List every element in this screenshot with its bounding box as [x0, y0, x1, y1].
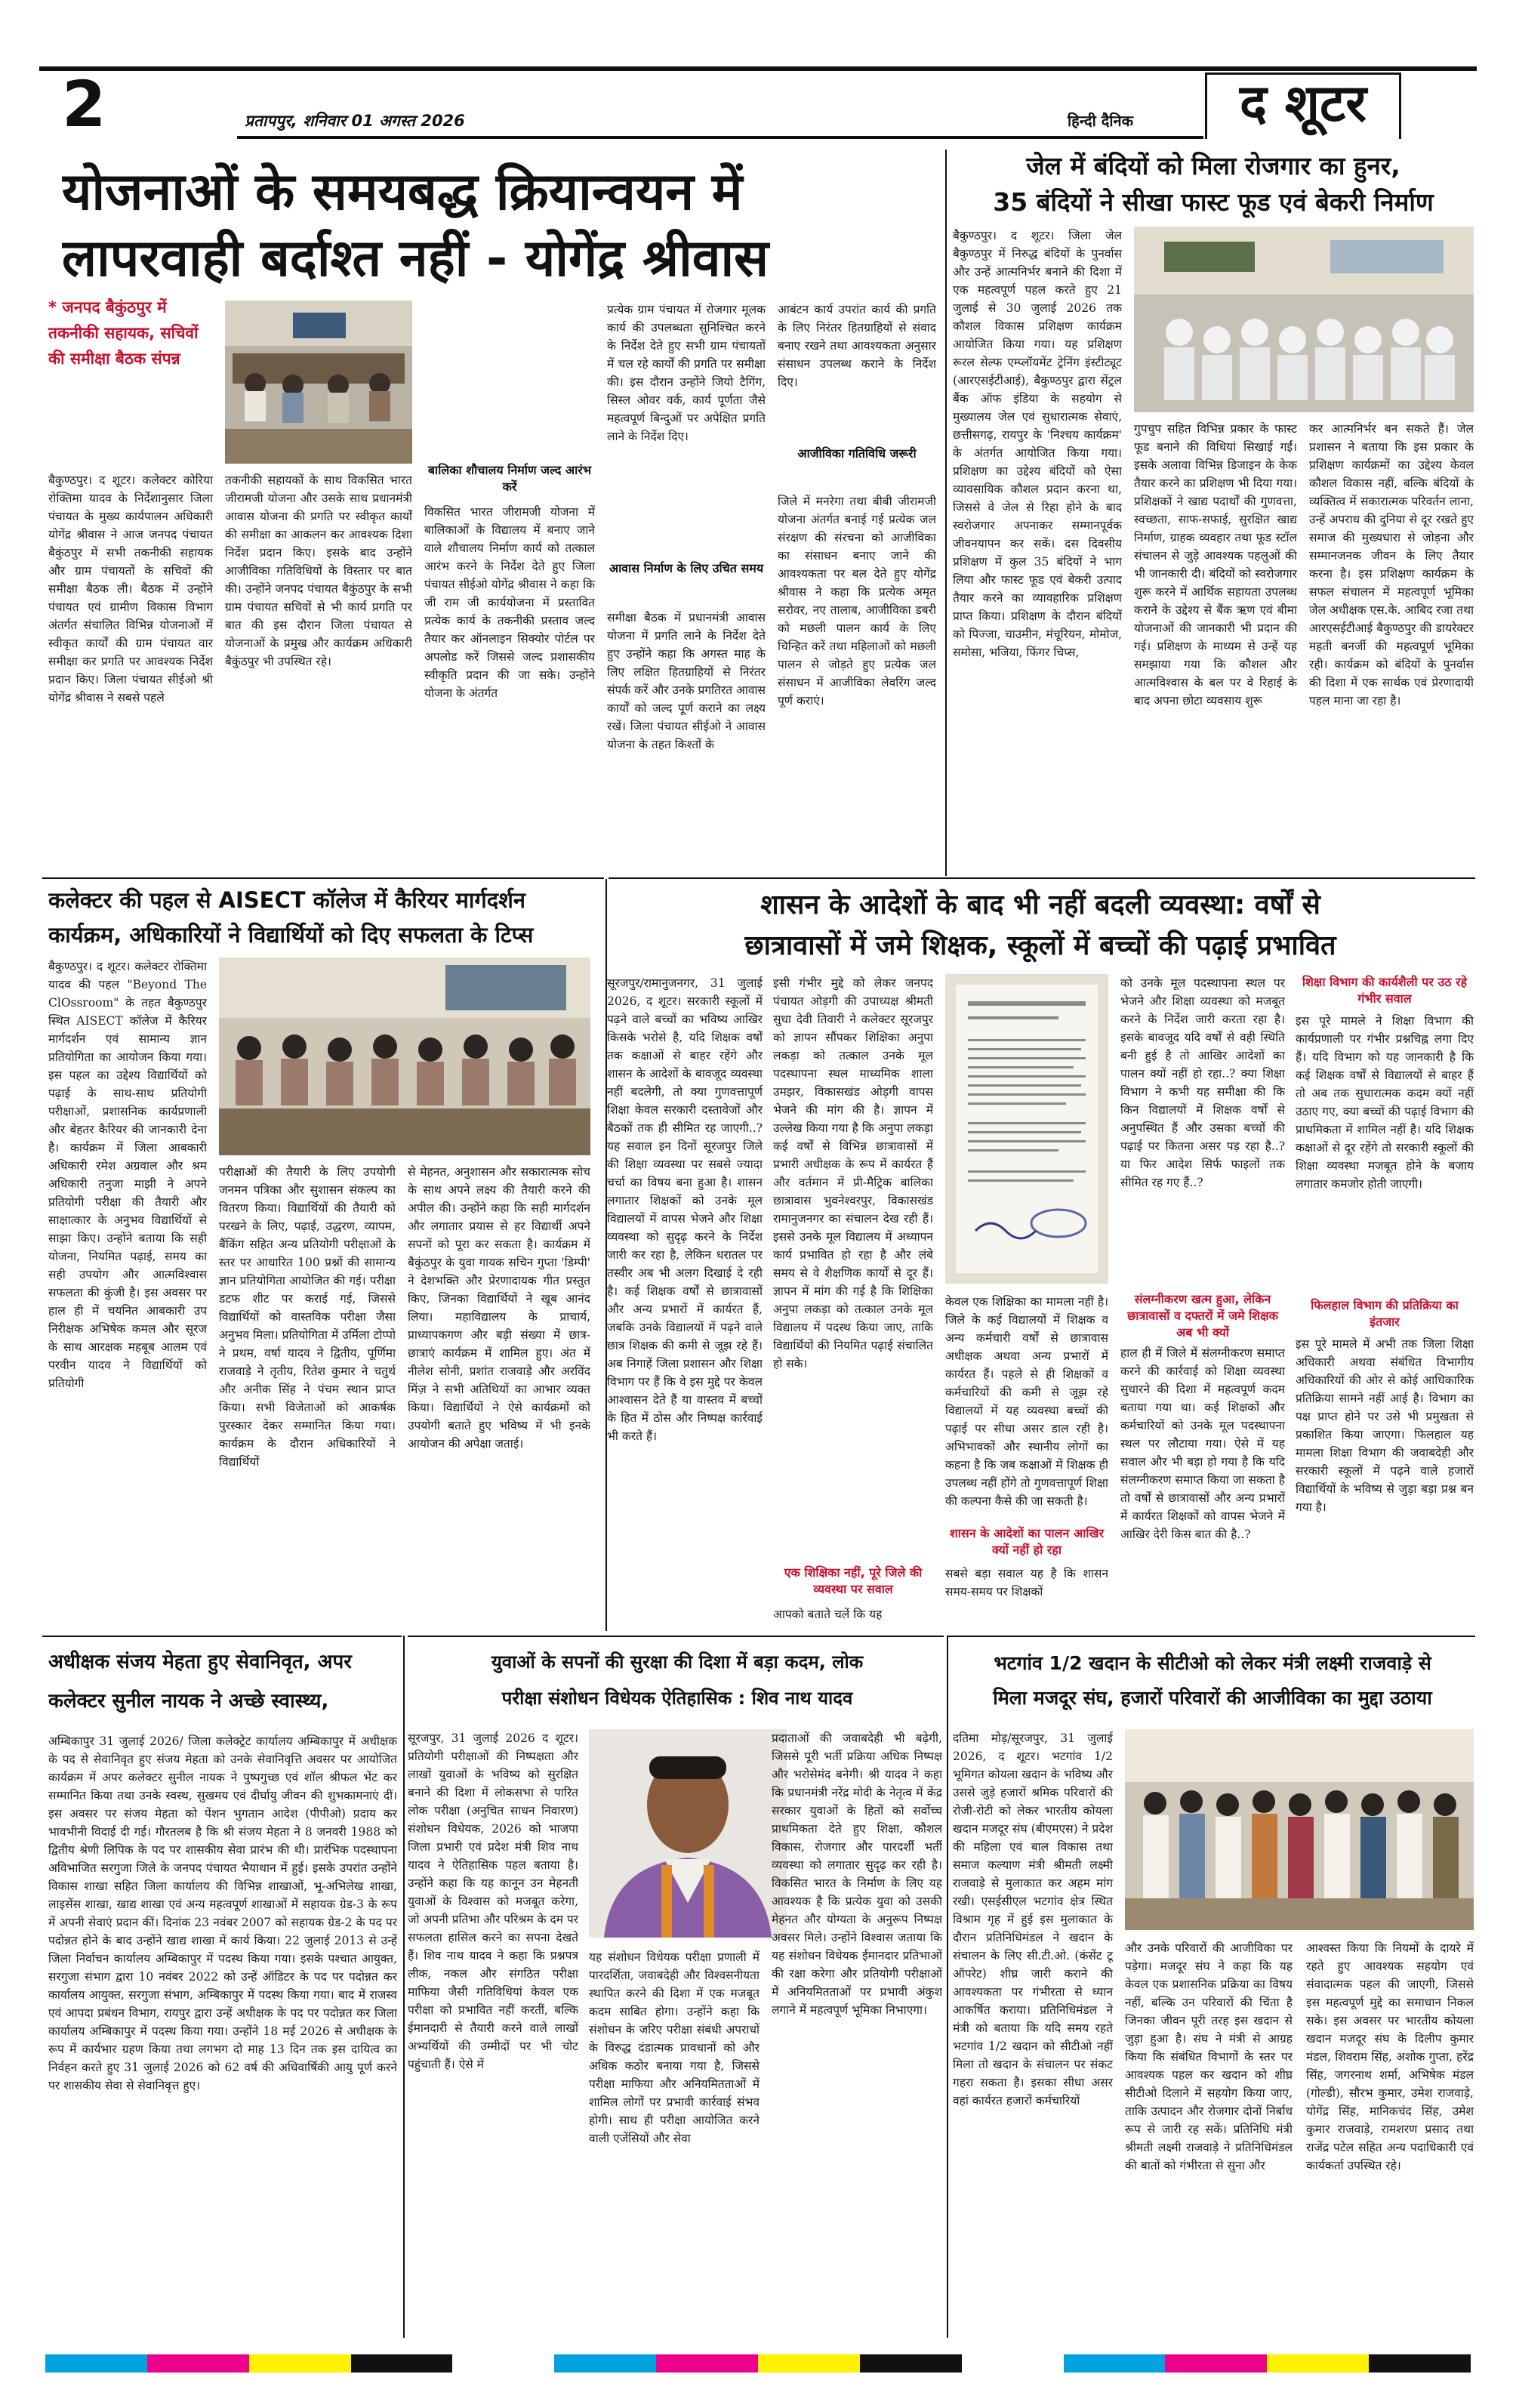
- mine-story-col-3: आश्वस्त किया कि नियमों के दायरे में रहते हुए आवश्यक सहयोग एवं संवादात्मक पहल की जाएगी, जिससे इस महत्वपूर्ण मुद्दे का समाधान निकल सके। इस अवसर पर भारतीय कोयला खदान मजदूर संघ के दिलीप कुमार मंडल, शिवराम सिंह, अशोक गुप्ता, हरेंद्र सिंह, जगरनाथ शर्मा, अभिषेक मंडल (गोल्डी), सौरभ कुमार, उमेश राजवाड़े, योगेंद्र सिंह, मानिकचंद सिंह, उमेश कुमार राजवाड़े, रामशरण प्रसाद तथा राजेंद्र पटेल सहित अन्य पदाधिकारी एवं कार्यकर्ता उपस्थित रहे।: [1306, 1941, 1474, 2172]
- masthead: [39, 66, 1477, 142]
- top-story-headline-2: लापरवाही बर्दाश्त नहीं - योगेंद्र श्रीवास: [62, 229, 769, 288]
- jail-story-col-3: कर आत्मनिर्भर बन सकते हैं। जेल प्रशासन ने बताया कि इस प्रकार के प्रशिक्षण कार्यक्रमों का उद्देश्य केवल कौशल विकास नहीं, बल्कि बंदियों के व्यक्तित्व में सकारात्मक परिवर्तन लाना, उन्हें अपराध की दुनिया से दूर रखते हुए समाज की मुख्यधारा से जोड़ना और सम्मानजनक जीवन के लिए तैयार करना है। इस प्रशिक्षण कार्यक्रम के सफल संचालन में महत्वपूर्ण भूमिका जेल अधीक्षक एस.के. आबिद रजा तथा आरएसईटीआई बैकुण्ठपुर की डायरेक्टर महती बनर्जी की महत्वपूर्ण भूमिका रही। कार्यक्रम को बंदियों के पुनर्वास की दिशा में एक सार्थक एवं प्रेरणादायी पहल माना जा रहा है।: [1309, 422, 1474, 708]
- retire-story-headline-1: अधीक्षक संजय मेहता हुए सेवानिवृत, अपर: [48, 1651, 352, 1673]
- hostel-story-col-4: को उनके मूल पदस्थापना स्थल पर भेजने और शिक्षा व्यवस्था को मजबूत करने के निर्देश जारी करता रहा है। इसके बावजूद यदि वर्षों से वही स्थिति बनी हुई है तो आखिर आदेशों का पालन क्यों नहीं हो रहा..? क्या शिक्षा विभाग ने कभी यह समीक्षा की कि किन विद्यालयों में शिक्षक वर्षों से अनुपस्थित हैं और उसका बच्चों की पढ़ाई पर कितना असर पड़ रहा है..? या फिर आदेश सिर्फ फाइलों तक सीमित रह गए हैं..?: [1120, 976, 1285, 1189]
- memorandum-photo: [945, 974, 1108, 1284]
- mine-meeting-photo: [1125, 1729, 1474, 1930]
- color-swatch: [147, 2354, 249, 2373]
- hostel-story-col-1: सूरजपुर/रामानुजनगर, 31 जुलाई 2026, द शूटर। सरकारी स्कूलों में पढ़ने वाले बच्चों का भविष्य आखिर किसके भरोसे है, यदि शिक्षक वर्षों तक कक्षाओं से बाहर रहेंगे और शासन के आदेशों के बावजूद व्यवस्था नहीं बदलेगी, तो क्या गुणवत्तापूर्ण शिक्षा केवल सरकारी दस्तावेजों और बैठकों तक ही सीमित रह जाएगी..? यह सवाल इन दिनों सूरजपुर जिले की शिक्षा व्यवस्था पर सबसे ज्यादा चर्चा का विषय बना हुआ है। शासन लगातार शिक्षकों को उनके मूल विद्यालयों में वापस भेजने और शिक्षा व्यवस्था को सुदृढ़ करने के निर्देश जारी कर रहा है, लेकिन धरातल पर तस्वीर अब भी अलग दिखाई दे रही है। कई शिक्षक वर्षों से छात्रावासों और अन्य प्रभारों में कार्यरत हैं, जबकि उनके विद्यालयों में पढ़ने वाले छात्र शिक्षक की कमी से जूझ रहे हैं। अब निगाहें जिला प्रशासन और शिक्षा विभाग पर हैं कि वे इस मुद्दे पर केवल आश्वासन देते हैं या वास्तव में बच्चों के हित में ठोस और निष्पक्ष कार्रवाई भी करते हैं।: [607, 976, 763, 1443]
- jail-story-headline-1: जेल में बंदियों को मिला रोजगार का हुनर,: [1026, 151, 1400, 180]
- print-color-bar: [45, 2354, 1471, 2373]
- aisect-story-col-2: परीक्षाओं की तैयारी के लिए उपयोगी जनमन पत्रिका और सुशासन संकल्प का वितरण किया। विद्यार्थियों की तैयारी को परखने के लिए, पढ़ाई, उद्धरण, व्यापम, बैंकिंग सहित अन्य प्रतियोगी परीक्षाओं के स्तर पर आधारित 100 प्रश्नों की सामान्य ज्ञान प्रतियोगिता आयोजित की गई। परीक्षा डटफ शीट पर कराई गई, जिससे विद्यार्थियों को वास्तविक परीक्षा जैसा अनुभव मिला। प्रतियोगिता में उर्मिला टोप्पो ने प्रथम, वर्षा यादव ने द्वितीय, पूर्णिमा राजवाड़े ने तृतीय, रितेश कुमार ने चतुर्थ और अनीक सिंह ने पंचम स्थान प्राप्त किया। सभी विजेताओं को आकर्षक पुरस्कार देकर सम्मानित किया गया। कार्यक्रम के दौरान अधिकारियों ने विद्यार्थियों: [219, 1165, 396, 1469]
- masthead-date: प्रतापपुर, शनिवार 01 अगस्त 2026: [245, 112, 465, 130]
- color-swatch: [860, 2354, 962, 2373]
- retire-story-headline-2: कलेक्टर सुनील नायक ने अच्छे स्वास्थ्य,: [48, 1690, 329, 1713]
- color-swatch: [554, 2354, 656, 2373]
- mine-story-headline-2: मिला मजदूर संघ, हजारों परिवारों की आजीविका का मुद्दा उठाया: [993, 1687, 1432, 1709]
- aisect-classroom-photo: [219, 957, 590, 1155]
- top-story-col-5b: जिले में मनरेगा तथा बीबी जीरामजी योजना अंतर्गत बनाई गई प्रत्येक जल संरक्षण की संरचना को आजीविका का संसाधन बनाए जाने की आवश्यकता पर बल देते हुए योगेंद्र श्रीवास ने कहा कि प्रत्येक अमृत सरोवर, नए तालाब, आजीविका डबरी को मछली पालन कार्य के लिए चिन्हित करें तथा महिलाओं को मछली पालन से जोड़ते हुए प्रत्येक जल संसाधन में आजीविका लेवरिंग जल्द पूर्ण कराएं।: [778, 495, 936, 708]
- hostel-story-sub-4: शिक्षा विभाग की कार्यशैली पर उठ रहे गंभीर सवाल: [1302, 975, 1468, 1006]
- mine-story-col-2: और उनके परिवारों की आजीविका पर पड़ेगा। मजदूर संघ ने कहा कि यह केवल एक प्रशासनिक प्रक्रिया का विषय नहीं, बल्कि उन परिवारों की चिंता है जिनका जीवन पूरी तरह इस खदान से जुड़ा हुआ है। संघ ने मंत्री से आग्रह किया कि संबंधित विभागों के स्तर पर आवश्यक पहल कर खदान को शीघ्र सीटीओ दिलाने में सहयोग किया जाए, ताकि उत्पादन और रोजगार दोनों निर्बाध रूप से जारी रह सकें। प्रतिनिधि मंत्री श्रीमती लक्ष्मी राजवाड़े ने प्रतिनिधिमंडल की बातों को गंभीरता से सुना और: [1125, 1941, 1293, 2172]
- jail-story-headline-2: 35 बंदियों ने सीखा फास्ट फूड एवं बेकरी निर्माण: [993, 187, 1434, 217]
- divider-vertical-bottom-2: [947, 1636, 948, 2338]
- youth-story-col-3: प्रदाताओं की जवाबदेही भी बढ़ेगी, जिससे पूरी भर्ती प्रक्रिया अधिक निष्पक्ष और भरोसेमंद बनेगी। श्री यादव ने कहा कि प्रधानमंत्री नरेंद्र मोदी के नेतृत्व में केंद्र सरकार युवाओं के हितों को सर्वोच्च प्राथमिकता देते हुए शिक्षा, कौशल विकास, रोजगार और पारदर्शी भर्ती व्यवस्था को लगातार सुदृढ़ कर रही है। विकसित भारत के निर्माण के लिए यह आवश्यक है कि प्रत्येक युवा को उसकी मेहनत और योग्यता के अनुरूप निष्पक्ष अवसर मिले। उन्होंने विश्वास जताया कि यह संशोधन विधेयक ईमानदार प्रतिभाओं की रक्षा करेगा और प्रतियोगी परीक्षाओं में अनियमितताओं पर प्रभावी अंकुश लगाने में महत्वपूर्ण भूमिका निभाएगा।: [772, 1731, 942, 2017]
- color-swatch: [1165, 2354, 1267, 2373]
- color-swatch: [45, 2354, 147, 2373]
- top-story-col-4: प्रत्येक ग्राम पंचायत में रोजगार मूलक कार्य की उपलब्धता सुनिश्चित करने के निर्देश देते हुए सभी ग्राम पंचायतों में चल रहे कार्यों की प्रगति पर समीक्षा की। इस दौरान उन्होंने जियो टैगिंग, सिस्ल ओवर वर्क, कार्य पूर्णता जैसे महत्वपूर्ण बिन्दुओं पर अपेक्षित प्रगति लाने के निर्देश दिए।: [607, 303, 766, 443]
- paper-name: द शूटर: [1239, 74, 1367, 134]
- divider-aisect: [42, 877, 604, 879]
- color-swatch: [1267, 2354, 1369, 2373]
- color-swatch: [758, 2354, 860, 2373]
- youth-story-col-1: सूरजपुर, 31 जुलाई 2026 द शूटर। प्रतियोगी परीक्षाओं की निष्पक्षता और लाखों युवाओं के भविष्य को सुरक्षित बनाने की दिशा में लोकसभा से पारित लोक परीक्षा (अनुचित साधन निवारण) संशोधन विधेयक, 2026 को भाजपा जिला प्रभारी एवं प्रदेश मंत्री शिव नाथ यादव ने ऐतिहासिक पहल बताया है। उन्होंने कहा कि यह कानून उन मेहनती युवाओं के विश्वास को मजबूत करेगा, जो अपनी प्रतिभा और परिश्रम के दम पर सफलता हासिल करने का सपना देखते हैं। शिव नाथ यादव ने कहा कि प्रश्नपत्र लीक, नकल और संगठित परीक्षा माफिया जैसी गतिविधियां केवल एक परीक्षा को प्रभावित नहीं करतीं, बल्कि ईमानदारी से तैयारी करने वाले लाखों अभ्यर्थियों की उम्मीदों पर भी चोट पहुंचाती हैं। ऐसे में: [408, 1731, 578, 2071]
- mine-story-col-1: दतिमा मोड़/सूरजपुर, 31 जुलाई 2026, द शूटर। भटगांव 1/2 भूमिगत कोयला खदान के भविष्य और उससे जुड़े हजारों श्रमिक परिवारों की रोजी-रोटी को लेकर भारतीय कोयला खदान मजदूर संघ (बीएमएस) ने प्रदेश की महिला एवं बाल विकास तथा समाज कल्याण मंत्री श्रीमती लक्ष्मी राजवाड़े से मुलाकात कर अहम मांग रखी। एसईसीएल भटगांव क्षेत्र स्थित विश्राम गृह में हुई इस मुलाकात के दौरान प्रतिनिधिमंडल ने खदान के संचालन के लिए सी.टी.ओ. (कंसेंट टू ऑपरेट) शीघ्र जारी कराने की आवश्यकता पर गंभीरता से ध्यान आकर्षित कराया। प्रतिनिधिमंडल ने मंत्री को बताया कि यदि समय रहते भटगांव 1/2 खदान को सीटीओ नहीं मिला तो खदान के संचालन पर संकट गहरा सकता है। इसका सीधा असर वहां कार्यरत हजारों कर्मचारियों: [953, 1731, 1113, 2107]
- hostel-story-col-4b: हाल ही में जिले में संलग्नीकरण समाप्त करने की कार्रवाई को शिक्षा व्यवस्था सुधारने की दिशा में महत्वपूर्ण कदम बताया गया था। कई शिक्षकों और कर्मचारियों को उनके मूल पदस्थापना स्थल पर लौटाया गया। ऐसे में यह सवाल और भी बड़ा हो गया है कि यदि संलग्नीकरण समाप्त किया जा सकता है तो वर्षों से छात्रावासों और अन्य प्रभारों में कार्यरत शिक्षकों को वापस भेजने में आखिर देरी किस बात की है..?: [1120, 1346, 1285, 1541]
- hostel-story-col-3b: सबसे बड़ा सवाल यह है कि शासन समय-समय पर शिक्षकों: [945, 1567, 1108, 1599]
- top-story-col-3: विकसित भारत जीरामजी योजना में बालिकाओं के विद्यालय में बनाए जाने वाले शौचालय निर्माण कार्य को तत्काल आरंभ करने के निर्देश देते हुए जिला पंचायत सीईओ योगेंद्र श्रीवास ने कहा कि जी राम जी कार्ययोजना में प्रस्तावित प्रत्येक कार्य के तकनीकी प्रस्ताव जल्द तैयार कर ऑनलाइन सिक्योर पोर्टल पर अपलोड करें जिससे जल्द प्रशासकीय स्वीकृति प्रदान की जा सके। उन्होंने योजना के अंतर्गत: [424, 505, 595, 700]
- jail-training-photo-image: [1134, 227, 1474, 412]
- divider-vertical-main: [945, 150, 947, 876]
- color-swatch: [249, 2354, 351, 2373]
- divider-retire: [42, 1636, 402, 1637]
- hostel-story-col-2b: आपको बताते चलें कि यह: [773, 1608, 883, 1621]
- color-swatch: [351, 2354, 453, 2373]
- divider-hostel: [609, 877, 1475, 879]
- hostel-story-sub-2: शासन के आदेशों का पालन आखिर क्यों नहीं हो रहा: [949, 1526, 1105, 1557]
- divider-vertical-lower: [605, 879, 607, 1631]
- hostel-story-col-2: इसी गंभीर मुद्दे को लेकर जनपद पंचायत ओड़गी की उपाध्यक्ष श्रीमती सुधा देवी तिवारी ने कलेक्टर सूरजपुर को ज्ञापन सौंपकर शिक्षिका अनुपा लकड़ा को तत्काल उनके मूल पदस्थापना स्थल माध्यमिक शाला उमझर, विकासखंड ओड़गी वापस भेजने की मांग की है। ज्ञापन में उल्लेख किया गया है कि अनुपा लकड़ा कई वर्षों से विभिन्न छात्रावासों में प्रभारी अधीक्षक के रूप में कार्यरत हैं और वर्तमान में प्री-मैट्रिक बालिका छात्रावास भुवनेश्वरपुर, विकासखंड रामानुजनगर का संचालन देख रही हैं। इससे उनके मूल विद्यालय में अध्यापन कार्य प्रभावित हो रहा है और लंबे समय से वे शैक्षणिक कार्यों से दूर हैं। ज्ञापन में मांग की गई है कि शिक्षिका अनुपा लकड़ा को तत्काल उनके मूल विद्यालय में पदस्थ किया जाए, ताकि विद्यार्थियों की नियमित पढ़ाई संचालित हो सके।: [773, 976, 933, 1370]
- hostel-story-col-5: इस पूरे मामले ने शिक्षा विभाग की कार्यप्रणाली पर गंभीर प्रश्नचिह्न लगा दिए हैं। यदि विभाग को यह जानकारी है कि कई शिक्षक वर्षों से विद्यालयों से बाहर हैं तो अब तक सुधारात्मक कदम क्यों नहीं उठाए गए, क्या बच्चों की पढ़ाई विभाग की प्राथमिकता में शामिल नहीं है। यदि शिक्षक कक्षाओं से दूर रहेंगे तो सरकारी स्कूलों की शिक्षा व्यवस्था मजबूत होने के बजाय लगातार कमजोर होती जाएगी।: [1296, 1014, 1474, 1191]
- color-swatch: [1064, 2354, 1166, 2373]
- meeting-photo-image: [225, 301, 412, 464]
- hostel-story-sub-3: संलग्नीकरण खत्म हुआ, लेकिन छात्रावासों व दफ्तरों में जमे शिक्षक अब भी क्यों: [1127, 1292, 1278, 1340]
- color-swatch: [962, 2354, 1064, 2373]
- mine-story-headline-1: भटगांव 1/2 खदान के सीटीओ को लेकर मंत्री लक्ष्मी राजवाड़े से: [994, 1652, 1431, 1674]
- color-swatch: [452, 2354, 554, 2373]
- top-story-col-2: तकनीकी सहायकों के साथ विकसित भारत जीरामजी योजना और उसके साथ प्रधानमंत्री आवास योजना की प्रगति पर स्वीकृत कार्यों की समीक्षा का आकलन कर आवश्यक दिशा निर्देश प्रदान किए। इसके बाद उन्होंने आजीविका गतिविधियों के विस्तार पर बात की। उन्होंने जनपद पंचायत बैकुंठपुर के सभी ग्राम पंचायत सचिवों से भी कार्य प्रगति पर बात की इस दौरान जिला पंचायत से योजनाओं के प्रमुख और कार्यक्रम अधिकारी बैकुंठपुर भी उपस्थित रहे।: [225, 473, 412, 668]
- hostel-story-sub-1: एक शिक्षिका नहीं, पूरे जिले की व्यवस्था पर सवाल: [784, 1565, 923, 1596]
- jail-story-col-1: बैकुण्ठपुर। द शूटर। जिला जेल बैकुण्ठपुर में निरुद्ध बंदियों के पुनर्वास और उन्हें आत्मनिर्भर बनाने की दिशा में एक महत्वपूर्ण पहल करते हुए 21 जुलाई से 30 जुलाई 2026 तक कौशल विकास प्रशिक्षण कार्यक्रम आयोजित किया गया। यह प्रशिक्षण रूरल सेल्फ एम्प्लॉयमेंट ट्रेनिंग इंस्टीट्यूट (आरएसईटीआई), बैकुण्ठपुर द्वारा सेंट्रल बैंक ऑफ इंडिया के सहयोग से मुख्यालय जेल एवं सुधारात्मक सेवाएं, छत्तीसगढ़, रायपुर के 'निश्चय कार्यक्रम' के अंतर्गत आयोजित किया गया। प्रशिक्षण का उद्देश्य बंदियों को ऐसा व्यावसायिक कौशल प्रदान करना था, जिससे वे जेल से रिहा होने के बाद स्वरोजगार अपनाकर सम्मानपूर्वक जीवनयापन कर सकें। दस दिवसीय प्रशिक्षण में कुल 35 बंदियों ने भाग लिया और फास्ट फूड एवं बेकरी उत्पाद तैयार करने का व्यावहारिक प्रशिक्षण प्राप्त किया। प्रशिक्षण के दौरान बंदियों को पिज्जा, चाउमीन, मंचूरियन, मोमोज, समोसा, भजिया, फिंगर चिप्स,: [953, 229, 1122, 659]
- shivnath-yadav-photo: [589, 1729, 787, 1938]
- aisect-classroom-photo-image: [219, 957, 590, 1155]
- youth-story-headline-1: युवाओं के सपनों की सुरक्षा की दिशा में बड़ा कदम, लोक: [491, 1651, 864, 1673]
- top-story-sub-3: आजीविका गतिविधि जरूरी: [797, 446, 917, 461]
- aisect-story-col-1: बैकुण्ठपुर। द शूटर। कलेक्टर रोक्तिमा यादव की पहल "Beyond The ClOssroom" के तहत बैकुण्ठपुर स्थित AISECT कॉलेज में कैरियर मार्गदर्शन एवं सामान्य ज्ञान प्रतियोगिता का आयोजन किया गया। इस पहल का उद्देश्य विद्यार्थियों को पढ़ाई के साथ-साथ प्रतियोगी परीक्षाओं, प्रशासनिक कार्यप्रणाली और बेहतर कैरियर की जानकारी देना है। कार्यक्रम में जिला आबकारी अधिकारी रमेश अग्रवाल और श्रम अधिकारी तनुजा माझी ने अपने प्रतियोगी परीक्षा की तैयारी और साक्षात्कार के अनुभव विद्यार्थियों से साझा किए। उन्होंने बताया कि सही योजना, नियमित पढ़ाई, समय का सही उपयोग और आत्मविश्वास सफलता की कुंजी है। इस अवसर पर हाल ही में चयनित आबकारी उप निरीक्षक अभिषेक कमल और सूरज के साथ आरक्षक महबूब आलम एवं परवीन यादव ने विद्यार्थियों को प्रतियोगी: [48, 960, 207, 1390]
- top-story-deck: * जनपद बैकुंठपुर में तकनीकी सहायक, सचिवों की समीक्षा बैठक संपन्न: [48, 298, 199, 368]
- memorandum-image: [945, 974, 1108, 1284]
- meeting-photo: [225, 301, 412, 464]
- aisect-story-headline-1: कलेक्टर की पहल से AISECT कॉलेज में कैरियर मार्गदर्शन: [48, 887, 525, 913]
- hostel-story-sub-5: फिलहाल विभाग की प्रतिक्रिया का इंतजार: [1311, 1298, 1459, 1329]
- hostel-story-headline-2: छात्रावासों में जमे शिक्षक, स्कूलों में बच्चों की पढ़ाई प्रभावित: [744, 930, 1336, 961]
- jail-story-col-2: गुपचुप सहित विभिन्न प्रकार के फास्ट फूड बनाने की विधियां सिखाई गईं। इसके अलावा विभिन्न डिजाइन के केक तैयार करने का प्रशिक्षण भी दिया गया। प्रशिक्षकों ने खाद्य पदार्थों की गुणवत्ता, स्वच्छता, साफ-सफाई, सुरक्षित खाद्य निर्माण, ग्राहक व्यवहार तथा फूड स्टॉल संचालन से जुड़े आवश्यक पहलुओं की भी जानकारी दी। बंदियों को स्वरोजगार शुरू करने में आर्थिक सहायता उपलब्ध कराने के उद्देश्य से बैंक ऋण एवं बीमा योजनाओं की जानकारी भी प्रदान की गई। प्रशिक्षण के माध्यम से उन्हें यह समझाया गया कि कौशल और आत्मविश्वास के बल पर वे रिहाई के बाद अपना छोटा व्यवसाय शुरू: [1134, 422, 1297, 708]
- top-story-sub-2: आवास निर्माण के लिए उचित समय: [609, 561, 764, 575]
- hostel-story-col-3: केवल एक शिक्षिका का मामला नहीं है। जिले के कई विद्यालयों में शिक्षक व अन्य कर्मचारी वर्षों से छात्रावास अधीक्षक अथवा अन्य प्रभारों में कार्यरत हैं। पहले से ही शिक्षकों व कर्मचारियों की कमी से जूझ रहे विद्यालयों में यह व्यवस्था बच्चों की पढ़ाई पर सीधा असर डाल रही है। अभिभावकों और स्थानीय लोगों का कहना है कि जब कक्षाओं में शिक्षक ही उपलब्ध नहीं होंगे तो गुणवत्तापूर्ण शिक्षा की कल्पना कैसे की जा सकती है।: [945, 1295, 1108, 1508]
- aisect-story-col-3: से मेहनत, अनुशासन और सकारात्मक सोच के साथ अपने लक्ष्य की तैयारी करने की अपील की। उन्होंने कहा कि सही मार्गदर्शन और लगातार प्रयास से हर विद्यार्थी अपने सपनों को पूरा कर सकता है। कार्यक्रम में बैकुंठपुर के युवा गायक सचिन गुप्ता 'डिम्पी' ने देशभक्ति और प्रेरणादायक गीत प्रस्तुत किए, जिनका विद्यार्थियों ने खूब आनंद लिया। महाविद्यालय के प्राचार्य, प्राध्यापकगण और बड़ी संख्या में छात्र-छात्राएं कार्यक्रम में शामिल हुए। अंत में नीलेश सोनी, प्रशांत राजवाड़े और अरविंद मिंज़ ने सभी अतिथियों का आभार व्यक्त किया। विद्यार्थियों ने ऐसे कार्यक्रमों को उपयोगी बताते हुए भविष्य में भी इनके आयोजन की अपेक्षा जताई।: [408, 1165, 590, 1451]
- retire-story-body: अम्बिकापुर 31 जुलाई 2026/ जिला कलेक्ट्रेट कार्यालय अम्बिकापुर में अधीक्षक के पद से सेवानिवृत हुए संजय मेहता को उनके सेवानिवृत्ति अवसर पर आयोजित कार्यक्रम में अपर कलेक्टर सुनील नायक ने पुष्पगुच्छ एवं शॉल श्रीफल भेंट कर सम्मानित किया तथा उनके स्वस्थ, सुखमय एवं दीर्घायु जीवन की शुभकामनाएं दीं। इस अवसर पर संजय मेहता को पेंशन भुगतान आदेश (पीपीओ) प्रदाय कर भावभीनी विदाई दी गई। गौरतलब है कि श्री संजय मेहता ने 8 जनवरी 1988 को द्वितीय श्रेणी लिपिक के पद पर शासकीय सेवा प्रारंभ की थी। प्रारंभिक पदस्थापना अविभाजित सरगुजा जिले के जनपद पंचायत भैयाथान में हुई। इसके उपरांत उन्होंने विकास शाखा सहित जिला कार्यालय की विभिन्न शाखाओं, भू-अभिलेख शाखा, लाइसेंस शाखा, खाद्य शाखा एवं अन्य महत्वपूर्ण शाखाओं में सहायक ग्रेड-3 के रूप में अपनी सेवाएं प्रदान कीं। दिनांक 23 नवंबर 2007 को सहायक ग्रेड-2 के पद पर पदोन्नत होने के बाद उन्होंने खाद्य शाखा में कार्य किया। 22 जुलाई 2013 से उन्हें जिला निर्वाचन कार्यालय अम्बिकापुर में पदस्थ किया गया। इसके पश्चात आयुक्त, सरगुजा संभाग द्वारा 10 नवंबर 2022 को उन्हें ऑडिटर के पद पर पदोन्नत कर कार्यालय आयुक्त, सरगुजा संभाग, अम्बिकापुर में पदस्थ किया गया। बाद में राजस्व एवं आपदा प्रबंधन विभाग, रायपुर द्वारा उन्हें अधीक्षक के पद पर पदोन्नत कर जिला कार्यालय अम्बिकापुर में पदस्थ किया गया। उन्होंने 18 मई 2026 से अधीक्षक के रूप में कार्यभार ग्रहण किया तथा लगभग दो माह 13 दिन तक इस दायित्व का निर्वहन करते हुए 31 जुलाई 2026 को 62 वर्ष की अधिवार्षिकी आयु पूर्ण करने पर शासकीय सेवा से सेवानिवृत्त हुए।: [48, 1734, 397, 2092]
- divider-youth: [408, 1636, 944, 1637]
- youth-story-headline-2: परीक्षा संशोधन विधेयक ऐतिहासिक : शिव नाथ यादव: [501, 1688, 853, 1709]
- color-swatch: [1369, 2354, 1471, 2373]
- top-story-sub-1: बालिका शौचालय निर्माण जल्द आरंभ करें: [427, 463, 592, 494]
- divider-mine: [948, 1636, 1475, 1637]
- masthead-bottom-rule: [237, 136, 1203, 139]
- youth-story-col-2: यह संशोधन विधेयक परीक्षा प्रणाली में पारदर्शिता, जवाबदेही और विश्वसनीयता स्थापित करने की दिशा में एक मजबूत कदम साबित होगा। उन्होंने कहा कि संशोधन के जरिए परीक्षा संबंधी अपराधों के विरुद्ध दंडात्मक प्रावधानों को और अधिक कठोर बनाया गया है, जिससे परीक्षा माफिया और अनियमितताओं में शामिल लोगों पर प्रभावी कार्रवाई संभव होगी। साथ ही परीक्षा आयोजित करने वाली एजेंसियों और सेवा: [589, 1950, 760, 2145]
- top-story-col-4b: समीक्षा बैठक में प्रधानमंत्री आवास योजना में प्रगति लाने के निर्देश देते हुए उन्होंने कहा कि अगस्त माह के लिए लक्षित हितग्राहियों से निरंतर संपर्क करें और उनके प्रगतिरत आवास कार्यों को जल्द पूर्ण कराने का लक्ष्य रखें। जिला पंचायत सीईओ ने आवास योजना के तहत किश्तों के: [607, 611, 766, 751]
- divider-vertical-bottom-1: [403, 1636, 405, 2338]
- color-swatch: [656, 2354, 758, 2373]
- top-story-col-1: बैकुण्ठपुर। द शूटर। कलेक्टर कोरिया रोक्तिमा यादव के निर्देशानुसार जिला पंचायत के मुख्य कार्यपालन अधिकारी योगेंद्र श्रीवास ने आज जनपद पंचायत बैकुंठपुर में सभी तकनीकी सहायक और ग्राम पंचायतों के सचिवों की समीक्षा बैठक ली। बैठक में उन्होंने पंचायत एवं ग्रामीण विकास विभाग अंतर्गत संचालित विभिन्न योजनाओं में स्वीकृत कार्यों की ग्राम पंचायत वार समीक्षा कर प्रगति पर आवश्यक निर्देश प्रदान किए। जिला पंचायत सीईओ श्री योगेंद्र श्रीवास ने सबसे पहले: [48, 473, 213, 705]
- portrait-image: [589, 1729, 787, 1938]
- hostel-story-col-5b: इस पूरे मामले में अभी तक जिला शिक्षा अधिकारी अथवा संबंधित विभागीय अधिकारियों की ओर से कोई आधिकारिक प्रतिक्रिया सामने नहीं आई है। विभाग का पक्ष प्राप्त होने पर उसे भी प्रमुखता से प्रकाशित किया जाएगा। फिलहाल यह मामला शिक्षा विभाग की जवाबदेही और सरकारी स्कूलों में पढ़ने वाले हजारों विद्यार्थियों के भविष्य से जुड़ा बड़ा प्रश्न बन गया है।: [1296, 1337, 1474, 1514]
- hostel-story-headline-1: शासन के आदेशों के बाद भी नहीं बदली व्यवस्था: वर्षों से: [760, 890, 1320, 920]
- mine-meeting-photo-image: [1125, 1729, 1474, 1930]
- jail-training-photo: [1134, 227, 1474, 412]
- page-number: 2: [62, 67, 106, 141]
- top-story-col-5: आबंटन कार्य उपरांत कार्य की प्रगति के लिए निरंतर हितग्राहियों से संवाद बनाए रखने तथा आवश्यकता अनुसार संसाधन उपलब्ध कराने के निर्देश दिए।: [778, 303, 936, 389]
- masthead-paper-type: हिन्दी दैनिक: [1068, 112, 1134, 130]
- top-story-headline-1: योजनाओं के समयबद्ध क्रियान्वयन में: [62, 162, 743, 222]
- aisect-story-headline-2: कार्यक्रम, अधिकारियों ने विद्यार्थियों को दिए सफलता के टिप्स: [48, 922, 534, 948]
